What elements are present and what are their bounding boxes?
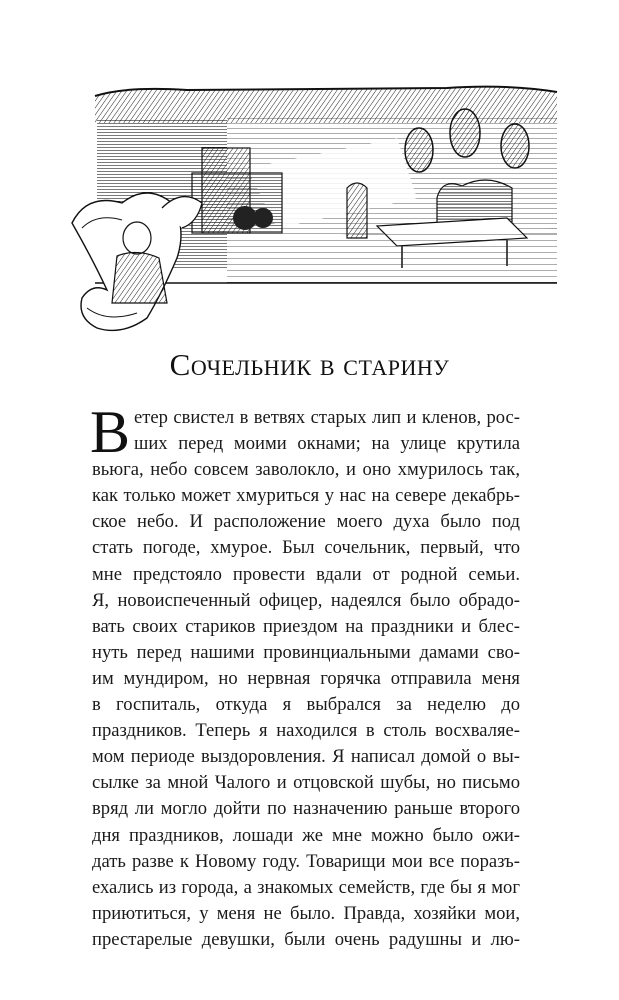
text-line: дня праздников, лошади же мне можно было ожи- <box>92 824 520 846</box>
text-line: престарелые девушки, были очень радушны и лю- <box>92 928 520 950</box>
text-line: етер свистел в ветвях старых лип и кленов, рос- <box>134 407 520 428</box>
text-line: вьюга, небо совсем заволокло, и оно хмурилось так, <box>92 459 520 481</box>
text-line: мне предстояло провести вдали от родной семьи. <box>92 563 520 585</box>
text-line: как только может хмуриться у нас на севере декабрь- <box>92 485 520 507</box>
text-line: дать разве к Новому году. Товарищи мои все поразъ- <box>92 850 520 872</box>
chapter-title: Сочельник в старину <box>169 347 450 382</box>
text-line: вать своих стариков приездом на праздники и блес- <box>92 615 520 637</box>
drop-cap: В <box>90 399 131 465</box>
text-line: нуть перед нашими провинциальными дамами сво- <box>92 641 520 663</box>
text-line: ское небо. И расположение моего духа было под <box>92 511 520 533</box>
text-line: вряд ли могло дойти по назначению раньше второго <box>92 798 520 820</box>
text-line: мом периоде выздоровления. Я написал домой о вы- <box>92 746 520 768</box>
text-line: ших перед моими окнами; на улице крутила <box>134 433 520 455</box>
chapter-illustration <box>67 78 563 340</box>
body-text <box>90 399 520 953</box>
text-line: стать погоде, хмурое. Был сочельник, первый, что <box>92 537 520 559</box>
text-line: сылке за мной Чалого и отцовской шубы, но письмо <box>92 772 520 794</box>
text-line: в госпиталь, откуда я выбрался зa неделю до <box>92 694 520 716</box>
text-line: им мундиром, но нервная горячка отправила меня <box>92 667 520 689</box>
text-line: приютиться, у меня не было. Правда, хозяйки мои, <box>92 902 520 924</box>
text-line: праздников. Теперь я находился в столь восхваляе- <box>92 720 520 742</box>
text-line: Я, новоиспеченный офицер, надеялся было обрадо- <box>92 589 520 611</box>
text-line: ехались из города, а знакомых семейств, где бы я мог <box>92 876 520 898</box>
